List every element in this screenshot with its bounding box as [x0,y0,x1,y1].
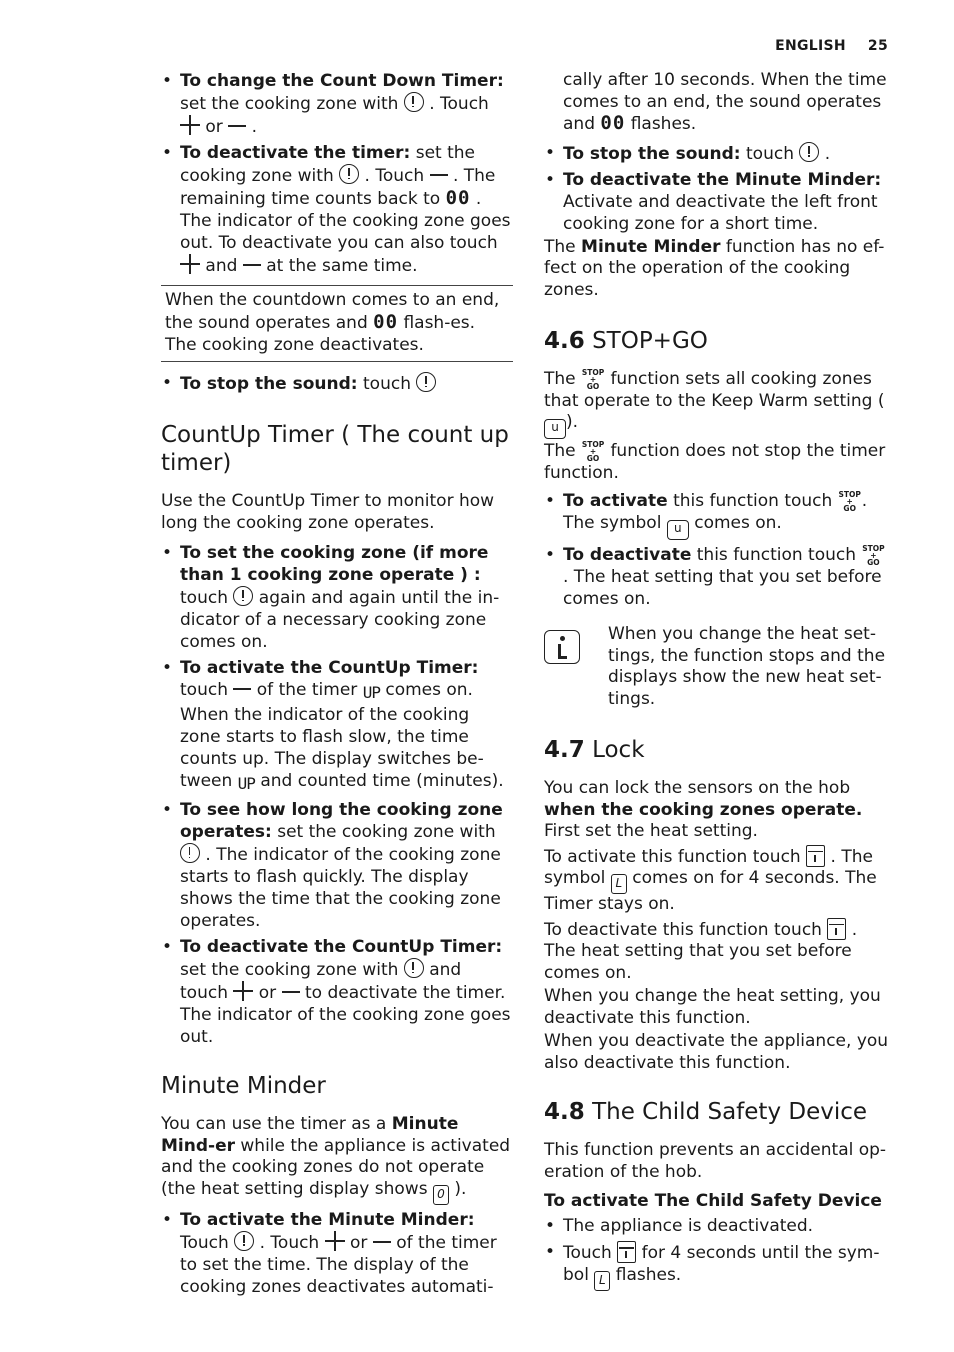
lock-intro: You can lock the sensors on the hob when the cooking zones operate. First set the heat setting. [544,778,863,841]
list-item: • To see how long the cooking zone operates: set the cooking zone with . The indicator of the cooking zone starts to flash quickly. The display shows the time that the cooking zone operates. [161,799,513,932]
stop-go-icon: STOP + GO [581,440,605,463]
timer-icon [416,372,436,392]
heading-countup: CountUp Timer ( The count up timer) [161,422,509,476]
timer-icon [180,843,200,863]
minus-icon [282,991,300,993]
header-language: ENGLISH [775,38,846,54]
list-item: • To deactivate this function touch STOP + GO . The heat setting that you set before comes on. [544,544,890,610]
stop-go-icon: STOP + GO [838,490,861,513]
timer-icon [404,958,424,978]
minute-minder-note: The Minute Minder function has no ef-fect on the operation of the cooking zones. [544,236,885,300]
list-item: • To activate the Minute Minder: Touch . Touch or of the timer to set the time. The display of the cooking zones deactivates automati- [161,1209,513,1298]
list-item: • To activate the CountUp Timer: touch of the timer UP comes on. When the indicator of the cooking zone starts to flash slow, the time counts up. The display switches be-tween UP and counted time (minutes). [161,657,513,795]
lock-symbol-icon: L [594,1271,610,1291]
keep-warm-icon: u [667,520,689,540]
countup-list [161,542,513,1048]
minus-icon [373,1241,391,1243]
list-item: • The appliance is deactivated. [544,1215,890,1237]
minus-icon [430,174,448,176]
stopgo-list [544,490,890,610]
plus-icon [180,254,200,274]
list-item: • To deactivate the Minute Minder: Activate and deactivate the left front cooking zone for a short time. [544,169,890,235]
timer-icon [234,1231,254,1251]
stopgo-desc-2: The STOP + GO function does not stop the timer function. [544,440,886,483]
list-item: • To change the Count Down Timer: set the cooking zone with . Touch or . [161,70,513,138]
page-number: 25 [867,38,888,54]
timer-icon [799,142,819,162]
list-item: • Touch for 4 seconds until the sym-bol L flashes. [544,1241,890,1291]
zero-icon: 0 [433,1185,449,1205]
lock-icon [806,845,825,867]
minus-icon [233,688,251,690]
lock-note-1: When you change the heat setting, you deactivate this function. [544,986,881,1028]
lock-icon [827,918,846,940]
countup-intro: Use the CountUp Timer to monitor how long the cooking zone operates. [161,491,495,533]
double-zero-icon: 00 [600,112,626,134]
lock-deactivate: To deactivate this function touch . The heat setting that you set before comes on. [544,919,858,983]
minus-icon [243,264,261,266]
keep-warm-icon: u [544,419,566,439]
list-item: • To stop the sound: touch . [544,142,890,165]
minus-icon [228,125,246,127]
lock-icon [617,1241,636,1263]
timer-icon [339,164,359,184]
list-item: • To deactivate the CountUp Timer: set the cooking zone with and touch or to deactivate the timer. The indicator of the cooking zone goes out. [161,936,513,1048]
right-column [544,70,890,1297]
stop-go-icon: STOP + GO [581,368,605,391]
list-item: • To activate this function touch STOP + GO . The symbol u comes on. [544,490,890,540]
timer-icon [233,586,253,606]
double-zero-icon: 00 [445,187,471,209]
list-item: • To stop the sound: touch [161,372,513,395]
heading-4-8: 4.8 The Child Safety Device [544,1099,868,1125]
lock-note-2: When you deactivate the appliance, you also deactivate this function. [544,1031,889,1073]
stopgo-desc-1: The STOP + GO function sets all cooking zones that operate to the Keep Warm setting ( u ). [544,369,890,439]
minute-minder-list-2 [544,142,890,235]
continued-text: cally after 10 seconds. When the time comes to an end, the sound operates and 00 flashes. [563,70,887,134]
up-icon: UP [237,774,255,793]
list-item: • To deactivate the timer: set the cooking zone with . Touch . The remaining time counts back to 00 . The indicator of the cooking zone goes out. To deactivate you can also touch and at the same time. [161,142,513,277]
countdown-list [161,70,513,277]
child-safety-subheading: To activate The Child Safety Device [544,1191,882,1211]
minute-minder-intro: You can use the timer as a Minute Mind-er while the appliance is activated and the cooking zones do not operate (the heat setting display shows 0 ). [161,1114,513,1205]
stop-go-icon: STOP + GO [862,544,885,567]
plus-icon [325,1231,345,1251]
timer-icon [404,92,424,112]
lock-activate: To activate this function touch . The symbol L comes on for 4 seconds. The Timer stays on. [544,846,877,914]
minute-minder-list [161,1209,513,1298]
lock-symbol-icon: L [611,874,627,894]
double-zero-icon: 00 [373,311,399,333]
plus-icon [233,981,253,1001]
info-note: When you change the heat set-tings, the function stops and the displays show the new heat set-tings. [544,624,890,710]
plus-icon [180,115,200,135]
child-safety-list [544,1215,890,1291]
child-safety-intro: This function prevents an accidental op-eration of the hob. [544,1140,887,1182]
stop-sound-list [161,372,513,395]
heading-minute-minder: Minute Minder [161,1073,326,1099]
heading-4-7: 4.7 Lock [544,737,645,763]
heading-4-6: 4.6 STOP+GO [544,328,708,354]
page-header [775,38,888,54]
info-icon [544,630,580,664]
list-item: • To set the cooking zone (if more than 1 cooking zone operate ) : touch again and again until the in-dicator of a necessary cooking zone comes on. [161,542,513,653]
countdown-note: When the countdown comes to an end, the sound operates and 00 flash-es. The cooking zone deactivates. [161,285,513,362]
up-icon: UP [362,683,380,702]
left-column [161,70,513,1304]
